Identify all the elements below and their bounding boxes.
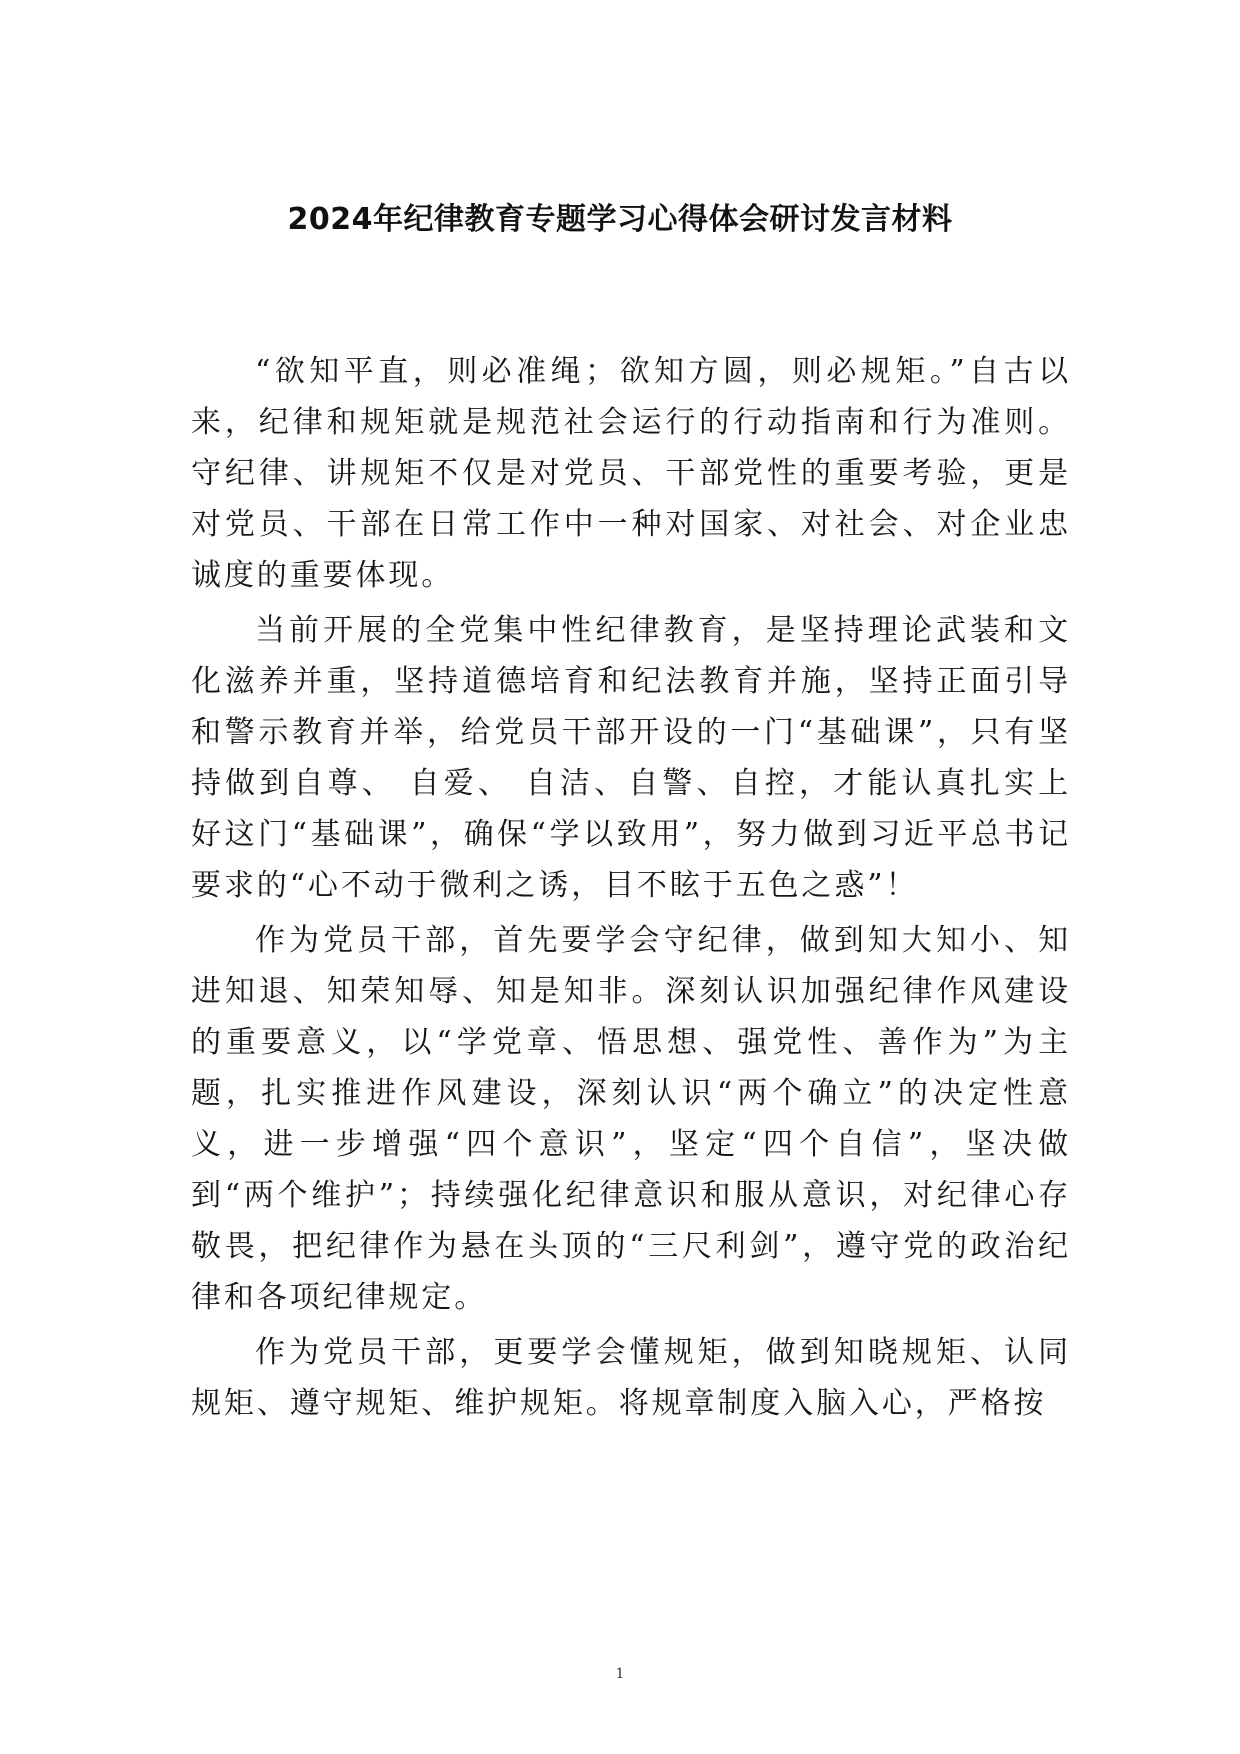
paragraph-4: 作为党员干部，更要学会懂规矩，做到知晓规矩、认同规矩、遵守规矩、维护规矩。将规章制度入脑入心，严格按 bbox=[191, 1335, 1071, 1421]
page-number: 1 bbox=[615, 1666, 625, 1682]
paragraph-1: “欲知平直，则必准绳；欲知方圆，则必规矩。”自古以来，纪律和规矩就是规范社会运行的行动指南和行为准则。守纪律、讲规矩不仅是对党员、干部党性的重要考验，更是对党员、干部在日常工作中一种对国家、对社会、对企业忠诚度的重要体现。 bbox=[191, 354, 1071, 593]
paragraph-2: 当前开展的全党集中性纪律教育，是坚持理论武装和文化滋养并重，坚持道德培育和纪法教育并施，坚持正面引导和警示教育并举，给党员干部开设的一门“基础课”，只有坚持做到自尊、 自爱、 自洁、自警、自控，才能认真扎实上好这门“基础课”，确保“学以致用”，努力做到习近平总书记要求的“心不动于微利之诱，目不眩于五色之惑”！ bbox=[191, 613, 1071, 903]
document-title: 2024年纪律教育专题学习心得体会研讨发言材料 bbox=[287, 202, 953, 237]
paragraph-3: 作为党员干部，首先要学会守纪律，做到知大知小、知进知退、知荣知辱、知是知非。深刻认识加强纪律作风建设的重要意义，以“学党章、悟思想、强党性、善作为”为主题，扎实推进作风建设，深刻认识“两个确立”的决定性意义，进一步增强“四个意识”，坚定“四个自信”，坚决做到“两个维护”；持续强化纪律意识和服从意识，对纪律心存敬畏，把纪律作为悬在头顶的“三尺利剑”，遵守党的政治纪律和各项纪律规定。 bbox=[191, 923, 1071, 1315]
document-body bbox=[191, 346, 1071, 1433]
